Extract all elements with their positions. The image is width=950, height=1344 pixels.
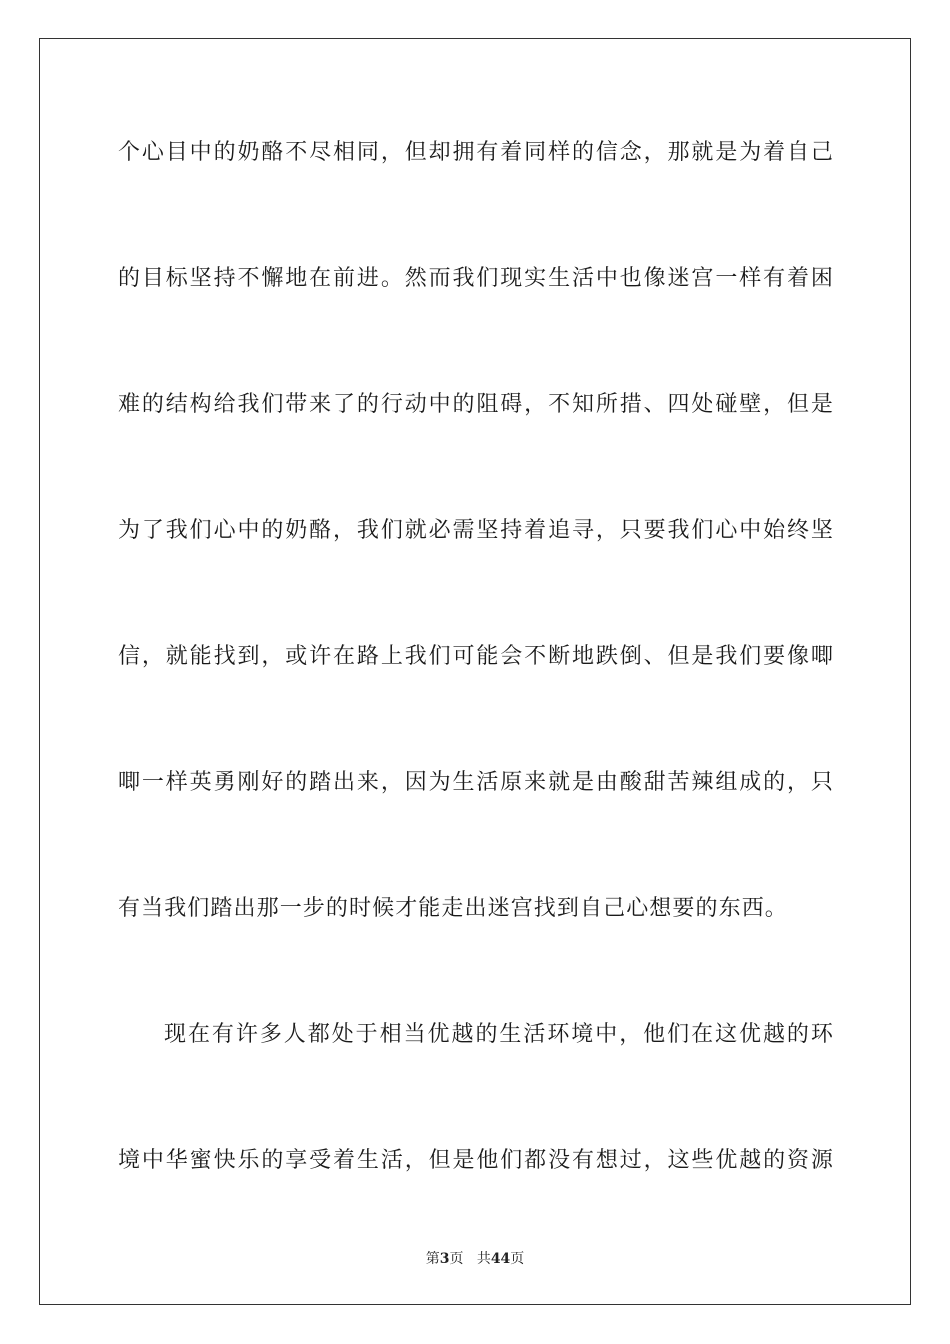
footer-page-suffix: 页	[449, 1251, 464, 1267]
text-line: 的目标坚持不懈地在前进。然而我们现实生活中也像迷宫一样有着困	[118, 266, 834, 291]
text-line: 个心目中的奶酪不尽相同，但却拥有着同样的信念，那就是为着自己	[118, 140, 834, 165]
total-pages-number: 44	[490, 1251, 511, 1267]
page-number-footer	[0, 1248, 950, 1268]
footer-prefix: 第	[425, 1251, 440, 1267]
current-page-number: 3	[439, 1251, 450, 1267]
footer-total-prefix: 共	[476, 1251, 491, 1267]
footer-total-suffix: 页	[510, 1251, 525, 1267]
text-line: 唧一样英勇刚好的踏出来，因为生活原来就是由酸甜苦辣组成的，只	[118, 770, 834, 795]
text-line: 境中华蜜快乐的享受着生活，但是他们都没有想过，这些优越的资源	[118, 1148, 834, 1173]
text-line: 信，就能找到，或许在路上我们可能会不断地跌倒、但是我们要像唧	[118, 644, 834, 669]
text-line: 难的结构给我们带来了的行动中的阻碍，不知所措、四处碰壁，但是	[118, 392, 834, 417]
document-body	[118, 128, 834, 1262]
text-line-paragraph-start: 现在有许多人都处于相当优越的生活环境中，他们在这优越的环	[164, 1022, 834, 1047]
text-line: 为了我们心中的奶酪，我们就必需坚持着追寻，只要我们心中始终坚	[118, 518, 834, 543]
text-line-paragraph-end: 有当我们踏出那一步的时候才能走出迷宫找到自己心想要的东西。	[118, 896, 788, 921]
